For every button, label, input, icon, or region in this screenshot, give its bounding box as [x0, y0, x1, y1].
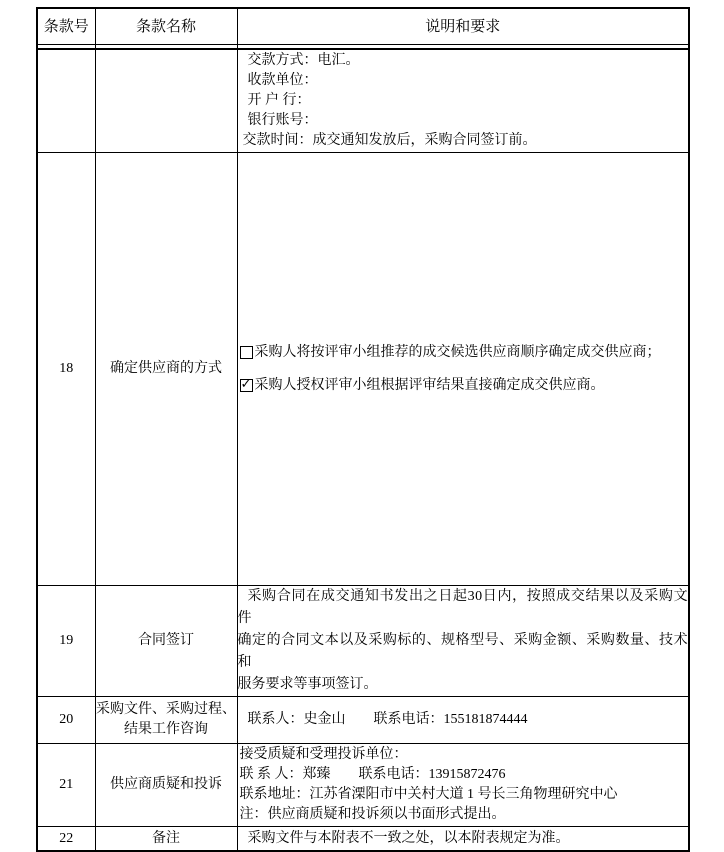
consult-contact-line: 联系人：史金山 联系电话：155181874444 — [247, 712, 528, 727]
clause-name-line-1: 采购文件、采购过程、 — [96, 702, 236, 717]
terms-table — [36, 7, 690, 852]
cell-clause-no: 20 — [37, 697, 95, 744]
contract-line-3: 服务要求等事项签订。 — [237, 677, 378, 692]
clause-name-line-2: 结果工作咨询 — [124, 722, 208, 737]
supplier-option-1-label: 采购人将按评审小组推荐的成交候选供应商顺序确定成交供应商； — [254, 344, 661, 360]
cell-description — [237, 586, 689, 697]
cell-clause-no — [37, 49, 95, 153]
complaint-unit-line: 接受质疑和受理投诉单位： — [239, 747, 408, 762]
cell-description — [237, 697, 689, 744]
cell-description — [237, 827, 689, 852]
cell-description — [237, 49, 689, 153]
header-description: 说明和要求 — [237, 8, 689, 45]
cell-clause-no: 21 — [37, 744, 95, 827]
complaint-address-line: 联系地址：江苏省溧阳市中关村大道 1 号长三角物理研究中心 — [239, 787, 618, 802]
complaint-note-line: 注：供应商质疑和投诉须以书面形式提出。 — [239, 807, 506, 822]
cell-clause-name: 供应商质疑和投诉 — [95, 744, 237, 827]
contract-line-1: 采购合同在成交通知书发出之日起30日内，按照成交结果以及采购文件 — [237, 589, 688, 626]
header-clause-name: 条款名称 — [95, 8, 237, 45]
bank-account-line: 银行账号： — [247, 113, 318, 128]
payment-time-line: 交款时间：成交通知发放后，采购合同签订前。 — [242, 133, 537, 148]
cell-description — [237, 153, 689, 586]
table-row-22 — [37, 827, 689, 852]
checkbox-checked-icon — [240, 379, 253, 392]
cell-clause-name: 确定供应商的方式 — [95, 153, 237, 586]
cell-clause-name — [95, 49, 237, 153]
table-row-19 — [37, 586, 689, 697]
payee-line: 收款单位： — [247, 73, 318, 88]
remark-line: 采购文件与本附表不一致之处，以本附表规定为准。 — [247, 830, 570, 846]
payment-method-line: 交款方式：电汇。 — [247, 53, 360, 68]
cell-clause-name — [95, 697, 237, 744]
cell-clause-name: 合同签订 — [95, 586, 237, 697]
document-page — [36, 7, 688, 852]
cell-clause-no: 22 — [37, 827, 95, 852]
cell-clause-no: 18 — [37, 153, 95, 586]
table-row-bank-info — [37, 49, 689, 153]
header-clause-no: 条款号 — [37, 8, 95, 45]
supplier-option-2 — [240, 376, 685, 396]
supplier-option-2-label: 采购人授权评审小组根据评审结果直接确定成交供应商。 — [254, 377, 605, 393]
complaint-contact-line: 联 系 人：郑臻 联系电话：13915872476 — [239, 767, 506, 782]
cell-description — [237, 744, 689, 827]
table-row-18 — [37, 153, 689, 586]
table-header-row — [37, 8, 689, 45]
cell-clause-no: 19 — [37, 586, 95, 697]
cell-clause-name: 备注 — [95, 827, 237, 852]
table-row-20 — [37, 697, 689, 744]
table-row-21 — [37, 744, 689, 827]
checkbox-unchecked-icon — [240, 346, 253, 359]
supplier-option-1 — [240, 343, 685, 363]
contract-line-2: 确定的合同文本以及采购标的、规格型号、采购金额、采购数量、技术和 — [237, 633, 688, 670]
bank-branch-line: 开 户 行： — [247, 93, 311, 108]
